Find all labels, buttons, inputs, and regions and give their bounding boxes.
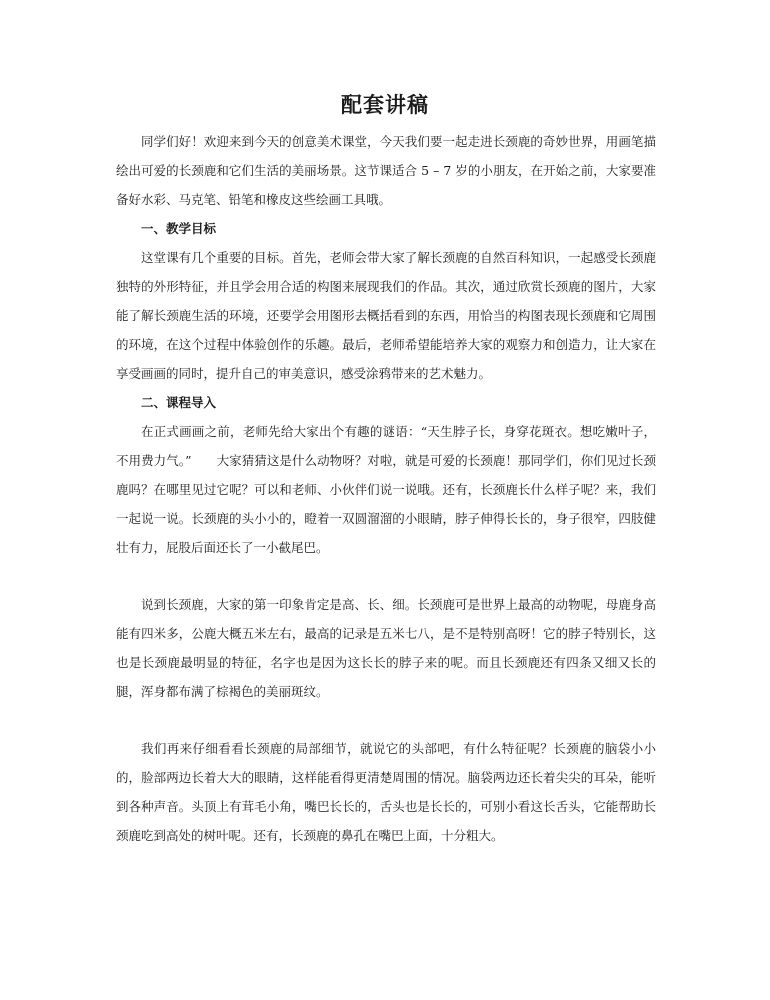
section-heading-course-intro: 二、课程导入 bbox=[141, 395, 217, 410]
teaching-goals-paragraph: 这堂课有几个重要的目标。首先，老师会带大家了解长颈鹿的自然百科知识，一起感受长颈鹿独特的外形特征，并且学会用合适的构图来展现我们的作品。其次，通过欣赏长颈鹿的图片，大家能了解长颈鹿生活的环境，还要学会用图形去概括看到的东西，用恰当的构图表现长颈鹿和它周围的环境，在这个过程中体验创作的乐趣。最后，老师希望能培养大家的观察力和创造力，让大家在享受画画的同时，提升自己的审美意识，感受涂鸦带来的艺术魅力。 bbox=[116, 250, 656, 381]
course-intro-paragraph-3: 我们再来仔细看看长颈鹿的局部细节，就说它的头部吧，有什么特征呢？长颈鹿的脑袋小小的，脸部两边长着大大的眼睛，这样能看得更清楚周围的情况。脑袋两边还长着尖尖的耳朵，能听到各种声音。头顶上有茸毛小角，嘴巴长长的，舌头也是长长的，可别小看这长舌头，它能帮助长颈鹿吃到高处的树叶呢。还有，长颈鹿的鼻孔在嘴巴上面，十分粗大。 bbox=[116, 741, 656, 843]
intro-paragraph: 同学们好！欢迎来到今天的创意美术课堂，今天我们要一起走进长颈鹿的奇妙世界，用画笔描绘出可爱的长颈鹿和它们生活的美丽场景。这节课适合 5 – 7 岁的小朋友，在开始之前，大家要准备好水彩、马克笔、铅笔和橡皮这些绘画工具哦。 bbox=[116, 134, 656, 207]
paragraph-spacer bbox=[116, 706, 656, 734]
course-intro-paragraph-2: 说到长颈鹿，大家的第一印象肯定是高、长、细。长颈鹿可是世界上最高的动物呢，母鹿身高能有四米多，公鹿大概五米左右，最高的记录是五米七八，是不是特别高呀！它的脖子特别长，这也是长颈鹿最明显的特征，名字也是因为这长长的脖子来的呢。而且长颈鹿还有四条又细又长的腿，浑身都布满了棕褐色的美丽斑纹。 bbox=[116, 597, 656, 699]
course-intro-paragraph-1: 在正式画画之前，老师先给大家出个有趣的谜语：“天生脖子长，身穿花斑衣。想吃嫩叶子，不用费力气。” 大家猜猜这是什么动物呀？对啦，就是可爱的长颈鹿！那同学们，你们见过长颈鹿吗？在哪里见过它呢？可以和老师、小伙伴们说一说哦。还有，长颈鹿长什么样子呢？来，我们一起说一说。长颈鹿的头小小的，瞪着一双圆溜溜的小眼睛，脖子伸得长长的，身子很窄，四肢健壮有力，屁股后面还长了一小截尾巴。 bbox=[116, 424, 656, 555]
section-heading-teaching-goals: 一、教学目标 bbox=[141, 221, 217, 236]
document-body bbox=[116, 127, 656, 850]
page-title: 配套讲稿 bbox=[341, 92, 429, 117]
paragraph-spacer bbox=[116, 562, 656, 590]
